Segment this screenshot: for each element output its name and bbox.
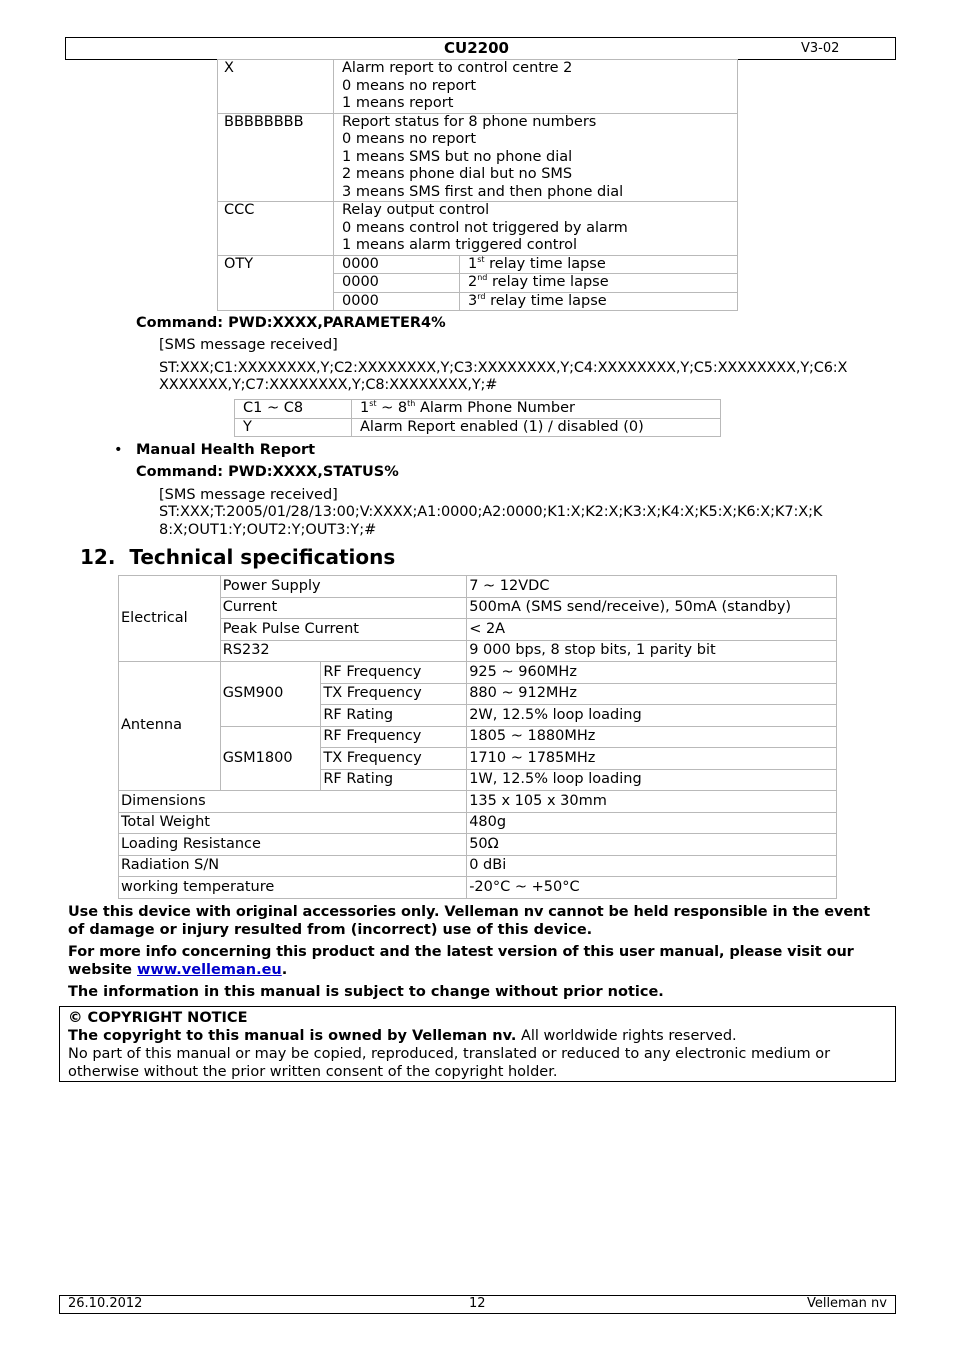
table-row (218, 255, 738, 274)
sms-received-label: [SMS message received] (159, 487, 338, 503)
oty-value: 0000 (334, 292, 460, 311)
desc-cell: Alarm Report enabled (1) / disabled (0) (352, 418, 721, 437)
spec-value: 50Ω (467, 834, 837, 856)
copyright-box (59, 1006, 896, 1082)
spec-name: RF Frequency (321, 726, 467, 748)
spec-name: Total Weight (119, 812, 467, 834)
sms-message: ST:XXX;T:2005/01/28/13:00;V:XXXX;A1:0000;A2:0000;K1:X;K2:X;K3:X;K4:X;K5:X;K6:X;K7:X;K (159, 504, 823, 520)
copyright-text: No part of this manual or may be copied, reproduced, translated or reduced to any electronic medium or (68, 1046, 831, 1062)
table-row (119, 640, 837, 662)
notice-accessories: of damage or injury resulted from (incorrect) use of this device. (68, 922, 593, 938)
sms-message: XXXXXXX,Y;C7:XXXXXXXX,Y;C8:XXXXXXXX,Y;# (159, 377, 498, 393)
spec-value: 880 ~ 912MHz (467, 683, 837, 705)
spec-value: < 2A (467, 619, 837, 641)
table-row (119, 791, 837, 813)
desc-cell: 1st ~ 8th Alarm Phone Number (352, 400, 721, 419)
param-desc: Relay output control 0 means control not triggered by alarm 1 means alarm triggered control (334, 202, 738, 256)
spec-value: 480g (467, 812, 837, 834)
spec-value: 925 ~ 960MHz (467, 662, 837, 684)
spec-value: 0 dBi (467, 855, 837, 877)
copyright-owner: The copyright to this manual is owned by Velleman nv. All worldwide rights reserved. (68, 1028, 737, 1044)
table-row (119, 576, 837, 598)
param-desc: Alarm report to control centre 2 0 means no report 1 means report (334, 60, 738, 114)
spec-value: 135 x 105 x 30mm (467, 791, 837, 813)
spec-value: 7 ~ 12VDC (467, 576, 837, 598)
copyright-heading: © COPYRIGHT NOTICE (68, 1010, 248, 1026)
page-footer (59, 1295, 896, 1314)
oty-desc: 1st relay time lapse (460, 255, 738, 274)
spec-name: TX Frequency (321, 748, 467, 770)
spec-value: 1710 ~ 1785MHz (467, 748, 837, 770)
spec-value: 1W, 12.5% loop loading (467, 769, 837, 791)
code-cell: Y (235, 418, 352, 437)
table-row (119, 834, 837, 856)
spec-name: Loading Resistance (119, 834, 467, 856)
header-title: CU2200 (444, 39, 509, 57)
table-row (235, 418, 721, 437)
notice-change: The information in this manual is subject to change without prior notice. (68, 984, 664, 1000)
spec-name: RS232 (220, 640, 467, 662)
table-row (119, 812, 837, 834)
page-header (65, 37, 896, 60)
spec-name: working temperature (119, 877, 467, 899)
spec-value: 9 000 bps, 8 stop bits, 1 parity bit (467, 640, 837, 662)
specs-table (118, 575, 837, 899)
command-parameter4: Command: PWD:XXXX,PARAMETER4% (136, 315, 446, 331)
table-row (119, 855, 837, 877)
section-heading (80, 545, 395, 569)
param-code: CCC (218, 202, 334, 256)
param-code: X (218, 60, 334, 114)
param-desc: Report status for 8 phone numbers 0 means no report 1 means SMS but no phone dial 2 means phone dial but no SMS 3 means SMS first and then phone dial (334, 113, 738, 202)
spec-name: Current (220, 597, 467, 619)
notice-info: For more info concerning this product and the latest version of this user manual, please visit our (68, 944, 854, 960)
spec-name: Power Supply (220, 576, 467, 598)
table-row (218, 113, 738, 202)
oty-desc: 3rd relay time lapse (460, 292, 738, 311)
footer-page-number: 12 (469, 1296, 486, 1311)
spec-name: RF Rating (321, 769, 467, 791)
header-version: V3-02 (801, 41, 840, 56)
spec-value: 1805 ~ 1880MHz (467, 726, 837, 748)
table-row (119, 877, 837, 899)
spec-name: Dimensions (119, 791, 467, 813)
sms-message: 8:X;OUT1:Y;OUT2:Y;OUT3:Y;# (159, 522, 377, 538)
notice-website: website www.velleman.eu. (68, 962, 288, 978)
footer-company: Velleman nv (806, 1296, 887, 1311)
website-link[interactable]: www.velleman.eu (137, 962, 282, 978)
alarm-phone-table (234, 399, 721, 437)
spec-group: Antenna (119, 662, 221, 791)
spec-value: 500mA (SMS send/receive), 50mA (standby) (467, 597, 837, 619)
table-row (119, 726, 837, 748)
section-title: Technical specifications (129, 545, 396, 569)
spec-subgroup: GSM1800 (220, 726, 321, 791)
spec-group: Electrical (119, 576, 221, 662)
oty-value: 0000 (334, 274, 460, 293)
spec-name: RF Rating (321, 705, 467, 727)
sms-message: ST:XXX;C1:XXXXXXXX,Y;C2:XXXXXXXX,Y;C3:XXXXXXXX,Y;C4:XXXXXXXX,Y;C5:XXXXXXXX,Y;C6:X (159, 360, 848, 376)
oty-desc: 2nd relay time lapse (460, 274, 738, 293)
table-row (218, 202, 738, 256)
copyright-text: otherwise without the prior written consent of the copyright holder. (68, 1064, 558, 1080)
sms-received-label: [SMS message received] (159, 337, 338, 353)
table-row (119, 619, 837, 641)
parameter-table (217, 59, 738, 311)
spec-value: -20°C ~ +50°C (467, 877, 837, 899)
section-number: 12. (80, 545, 116, 569)
notice-accessories: Use this device with original accessories only. Velleman nv cannot be held responsible in the event (68, 904, 871, 920)
spec-subgroup: GSM900 (220, 662, 321, 727)
health-report-title: Manual Health Report (136, 442, 316, 458)
bullet-icon: • (114, 442, 123, 458)
table-row (119, 662, 837, 684)
param-code: BBBBBBBB (218, 113, 334, 202)
code-cell: C1 ~ C8 (235, 400, 352, 419)
footer-date: 26.10.2012 (68, 1296, 143, 1311)
table-row (235, 400, 721, 419)
oty-value: 0000 (334, 255, 460, 274)
table-row (218, 60, 738, 114)
spec-value: 2W, 12.5% loop loading (467, 705, 837, 727)
table-row (119, 597, 837, 619)
spec-name: TX Frequency (321, 683, 467, 705)
command-status: Command: PWD:XXXX,STATUS% (136, 464, 399, 480)
spec-name: Radiation S/N (119, 855, 467, 877)
spec-name: RF Frequency (321, 662, 467, 684)
spec-name: Peak Pulse Current (220, 619, 467, 641)
param-code: OTY (218, 255, 334, 311)
